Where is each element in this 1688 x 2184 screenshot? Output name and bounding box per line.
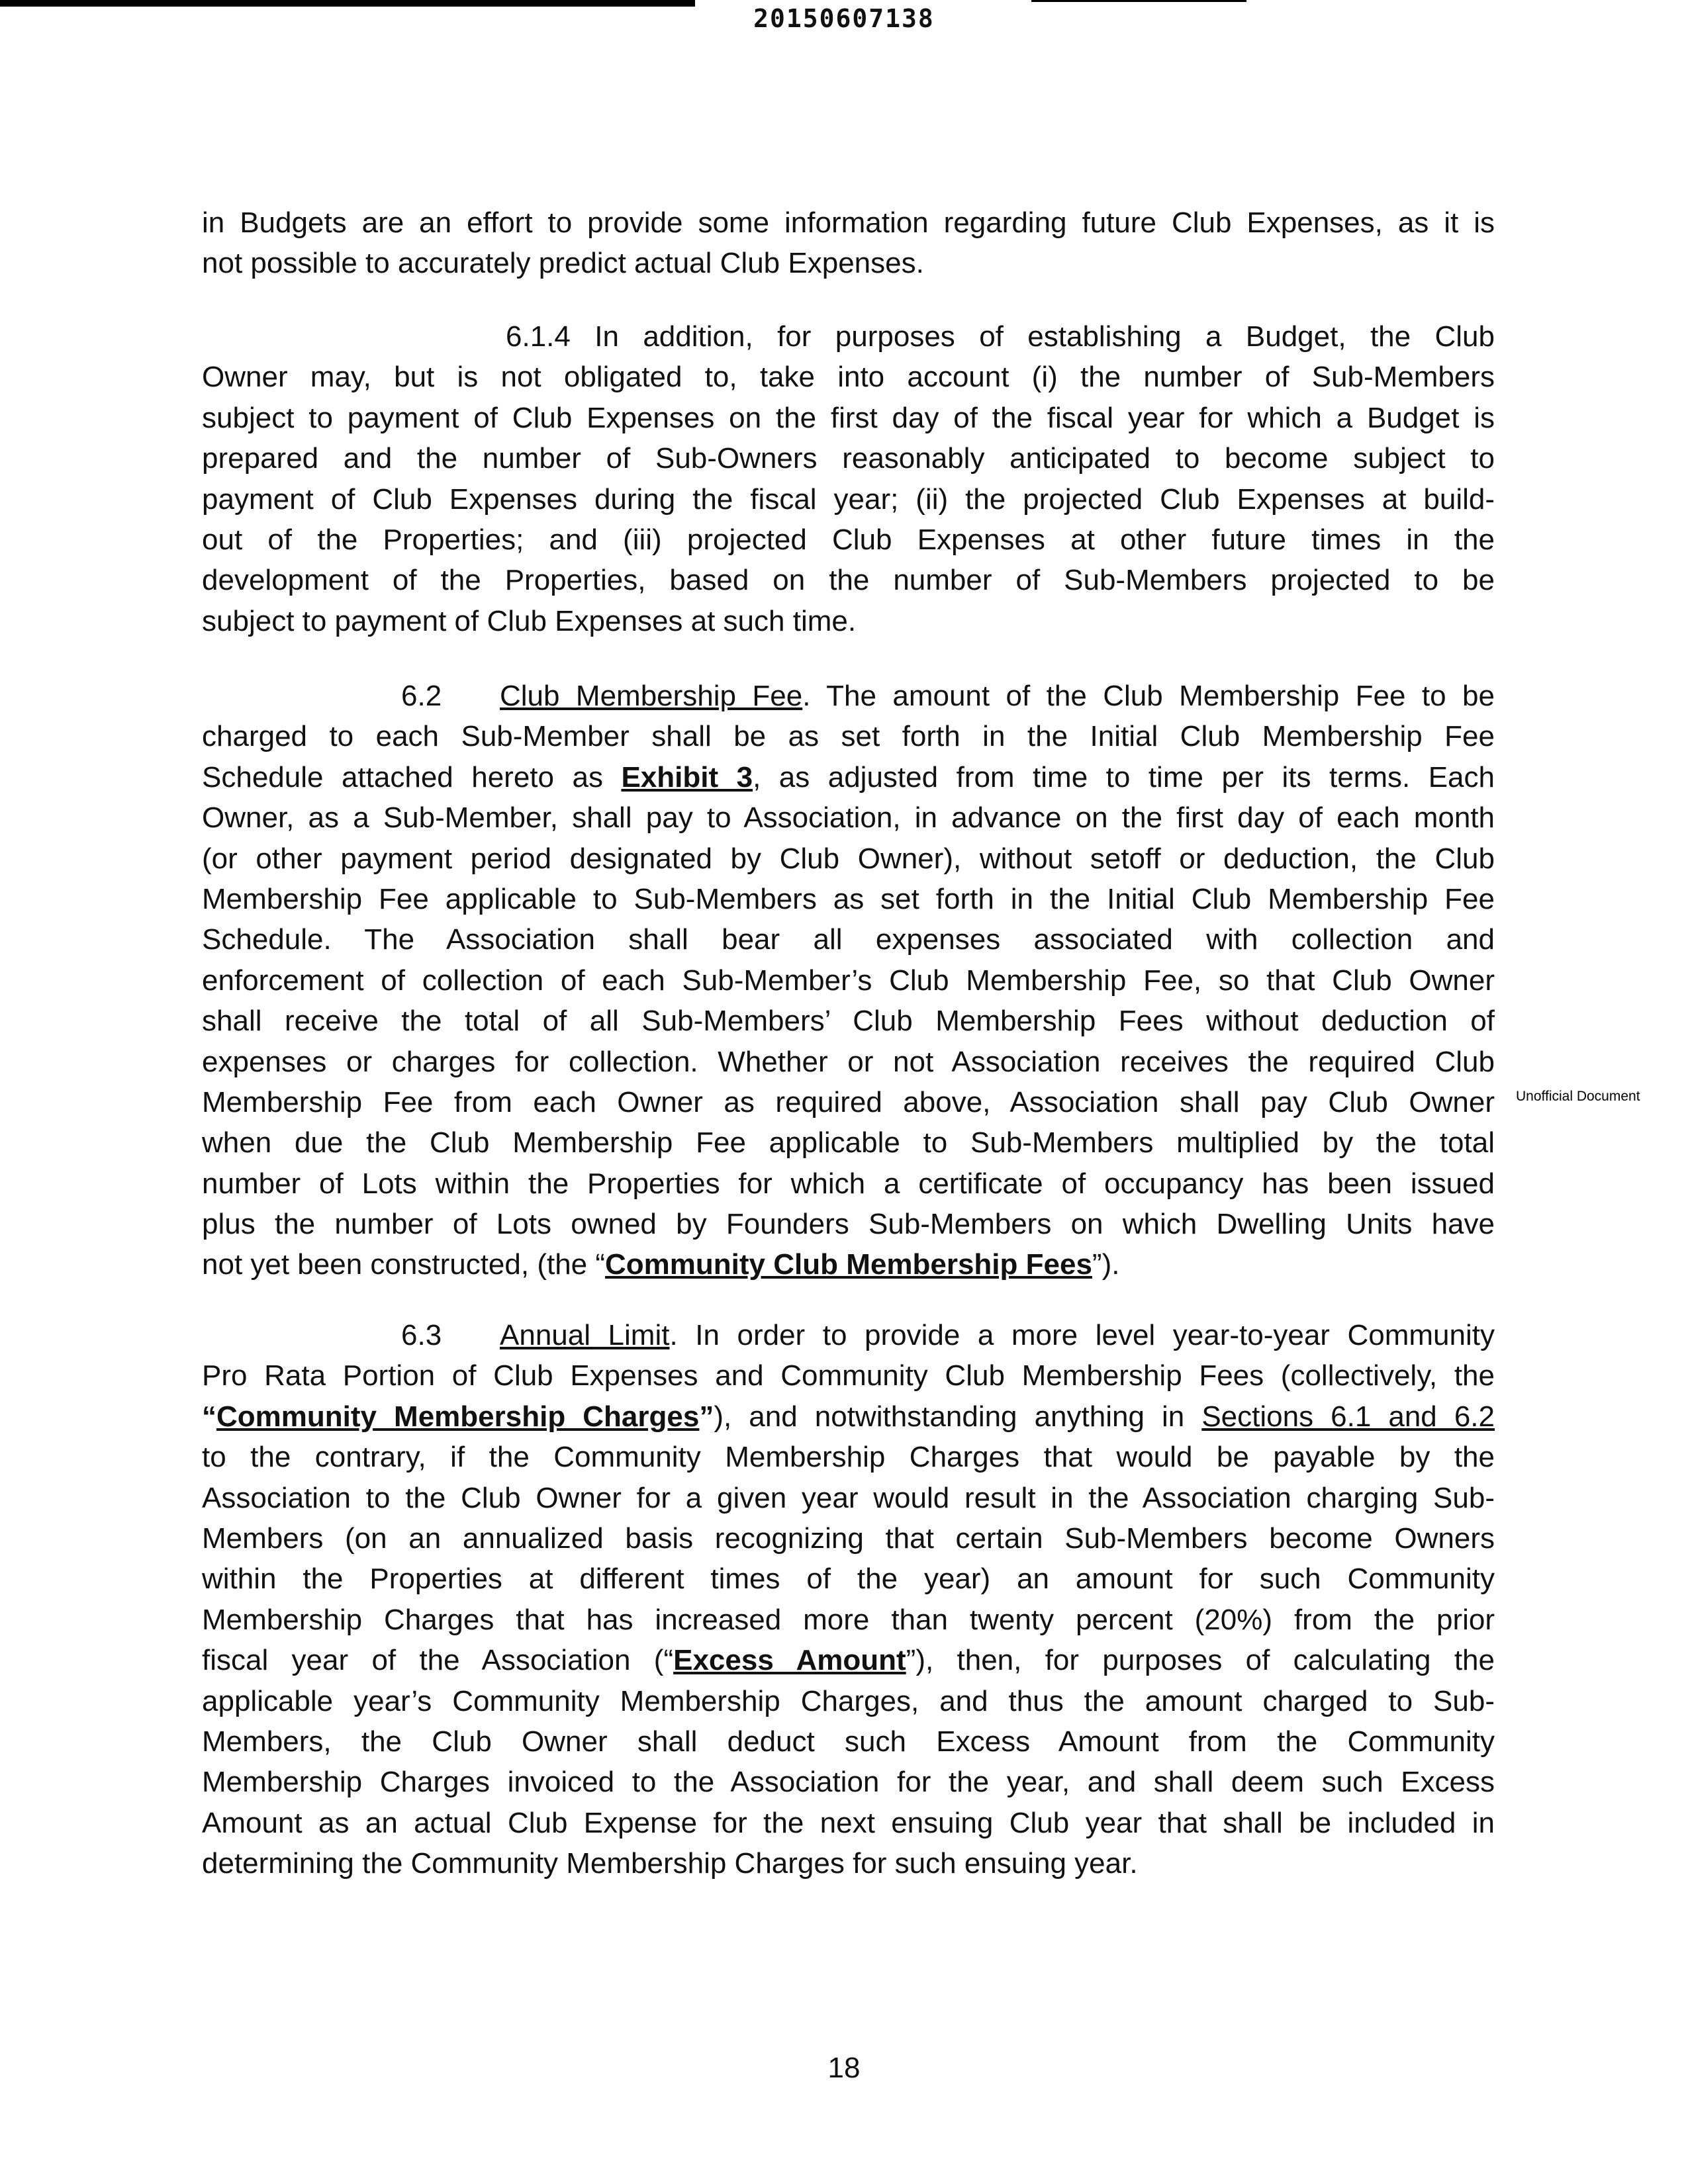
text-run: to the contrary, if the Community Membership Charges that would be payable by the	[202, 1441, 1495, 1474]
paragraph-section-6-3	[202, 1315, 1495, 1884]
paragraph-section-6-2	[202, 676, 1495, 1285]
text-line	[202, 839, 1495, 879]
text-run: Pro Rata Portion of Club Expenses and Community Club Membership Fees (collectively, the	[202, 1359, 1495, 1392]
text-run: Members, the Club Owner shall deduct such Excess Amount from the Community	[202, 1725, 1495, 1758]
text-line	[202, 1396, 1495, 1437]
text-line	[202, 243, 1495, 283]
text-run: within the Properties at different times of the year) an amount for such Community	[202, 1563, 1495, 1596]
text-run: subject to payment of Club Expenses at such time.	[202, 604, 857, 637]
text-line	[202, 316, 1495, 357]
text-run: when due the Club Membership Fee applicable to Sub-Members multiplied by the total	[202, 1126, 1495, 1160]
text-line	[202, 757, 1495, 797]
text-run: Schedule attached hereto as	[202, 760, 622, 794]
text-run: determining the Community Membership Charges for such ensuing year.	[202, 1847, 1138, 1880]
text-run: in Budgets are an effort to provide some information regarding future Club Expenses, as it is	[202, 206, 1495, 239]
text-run: not yet been constructed, (the “	[202, 1248, 606, 1281]
text-line	[202, 1163, 1495, 1204]
text-run: Association to the Club Owner for a given year would result in the Association charging Sub-	[202, 1481, 1495, 1514]
text-run: (or other payment period designated by Club Owner), without setoff or deduction, the Club	[202, 842, 1495, 875]
scan-border-top-right	[1031, 0, 1246, 2]
text-line	[202, 1082, 1495, 1122]
text-run: applicable year’s Community Membership Charges, and thus the amount charged to Sub-	[202, 1684, 1495, 1717]
emphasized-term: Club Membership Fee	[500, 680, 803, 712]
text-line	[202, 1042, 1495, 1082]
text-run: ), and notwithstanding anything in	[714, 1400, 1202, 1433]
text-line	[202, 601, 1495, 641]
text-line	[202, 1315, 1495, 1355]
text-run: Membership Charges invoiced to the Association for the year, and shall deem such Excess	[202, 1766, 1495, 1799]
text-line	[202, 676, 1495, 716]
page-number: 18	[827, 2052, 861, 2084]
text-line	[202, 960, 1495, 1001]
text-line	[202, 398, 1495, 438]
text-line	[202, 1762, 1495, 1802]
text-line	[202, 797, 1495, 838]
text-line	[202, 1559, 1495, 1599]
text-line	[202, 357, 1495, 397]
unofficial-document-watermark: Unofficial Document	[1516, 1089, 1640, 1104]
text-line	[202, 479, 1495, 520]
text-line	[202, 203, 1495, 243]
text-line	[202, 716, 1495, 756]
text-run: not possible to accurately predict actual Club Expenses.	[202, 247, 924, 280]
text-run: . In order to provide a more level year-to-year Community	[669, 1319, 1495, 1351]
text-line	[202, 1437, 1495, 1477]
text-run: Membership Fee from each Owner as required above, Association shall pay Club Owner	[202, 1085, 1495, 1118]
text-line	[202, 879, 1495, 919]
text-run: Membership Fee applicable to Sub-Members as set forth in the Initial Club Membership Fee	[202, 882, 1495, 915]
text-line	[202, 1721, 1495, 1762]
emphasized-term: ”	[699, 1400, 714, 1433]
emphasized-term: Exhibit 3	[621, 760, 753, 794]
text-line	[202, 1640, 1495, 1680]
text-line	[202, 1478, 1495, 1518]
text-line	[202, 919, 1495, 960]
text-run: . The amount of the Club Membership Fee to be	[802, 680, 1495, 712]
text-line	[202, 1681, 1495, 1721]
text-line	[202, 1600, 1495, 1640]
section-number: 6.3	[401, 1319, 442, 1351]
paragraph-section-6-1-4	[202, 316, 1495, 641]
text-run: Schedule. The Association shall bear all expenses associated with collection and	[202, 923, 1495, 956]
text-run: expenses or charges for collection. Whether or not Association receives the required Club	[202, 1045, 1495, 1078]
text-line	[202, 1355, 1495, 1396]
text-run: enforcement of collection of each Sub-Member’s Club Membership Fee, so that Club Owner	[202, 964, 1495, 997]
text-run: Membership Charges that has increased more than twenty percent (20%) from the prior	[202, 1603, 1495, 1636]
text-run: Amount as an actual Club Expense for the next ensuing Club year that shall be included in	[202, 1806, 1495, 1839]
text-run: subject to payment of Club Expenses on the first day of the fiscal year for which a Budget is	[202, 401, 1495, 434]
paragraph-budget-continuation	[202, 203, 1495, 284]
text-line	[202, 438, 1495, 478]
text-line	[202, 520, 1495, 560]
emphasized-term: Community Club Membership Fees	[605, 1248, 1092, 1281]
text-run: plus the number of Lots owned by Founders Sub-Members on which Dwelling Units have	[202, 1208, 1495, 1241]
text-run: ”), then, for purposes of calculating the	[906, 1644, 1495, 1677]
text-run: Members (on an annualized basis recognizing that certain Sub-Members become Owners	[202, 1522, 1495, 1555]
text-run: Owner may, but is not obligated to, take into account (i) the number of Sub-Members	[202, 361, 1495, 394]
document-number: 20150607138	[753, 4, 935, 33]
text-run: shall receive the total of all Sub-Members’ Club Membership Fees without deduction of	[202, 1005, 1495, 1038]
text-run: out of the Properties; and (iii) projected Club Expenses at other future times in the	[202, 523, 1495, 556]
text-line	[202, 1244, 1495, 1285]
text-run: Owner, as a Sub-Member, shall pay to Association, in advance on the first day of each month	[202, 801, 1495, 835]
text-run: prepared and the number of Sub-Owners reasonably anticipated to become subject to	[202, 442, 1495, 475]
text-run: , as adjusted from time to time per its terms. Each	[753, 760, 1495, 794]
text-line	[202, 560, 1495, 600]
text-line	[202, 1803, 1495, 1843]
text-run: ”).	[1092, 1248, 1120, 1281]
text-run: charged to each Sub-Member shall be as set forth in the Initial Club Membership Fee	[202, 720, 1495, 753]
emphasized-term: Community Membership Charges	[216, 1400, 700, 1433]
text-run: 6.1.4 In addition, for purposes of establishing a Budget, the Club	[506, 320, 1495, 353]
text-line	[202, 1204, 1495, 1244]
emphasized-term: Excess Amount	[673, 1644, 906, 1677]
text-run: number of Lots within the Properties for which a certificate of occupancy has been issued	[202, 1167, 1495, 1200]
emphasized-term: Sections 6.1 and 6.2	[1201, 1400, 1495, 1433]
text-run: development of the Properties, based on the number of Sub-Members projected to be	[202, 564, 1495, 597]
text-line	[202, 1518, 1495, 1559]
text-line	[202, 1843, 1495, 1884]
text-run: fiscal year of the Association (“	[202, 1644, 674, 1677]
text-line	[202, 1001, 1495, 1041]
text-run: payment of Club Expenses during the fiscal year; (ii) the projected Club Expenses at build-	[202, 482, 1495, 516]
text-line	[202, 1122, 1495, 1163]
emphasized-term: Annual Limit	[500, 1319, 670, 1351]
section-number: 6.2	[401, 680, 442, 712]
emphasized-term: “	[202, 1400, 216, 1433]
